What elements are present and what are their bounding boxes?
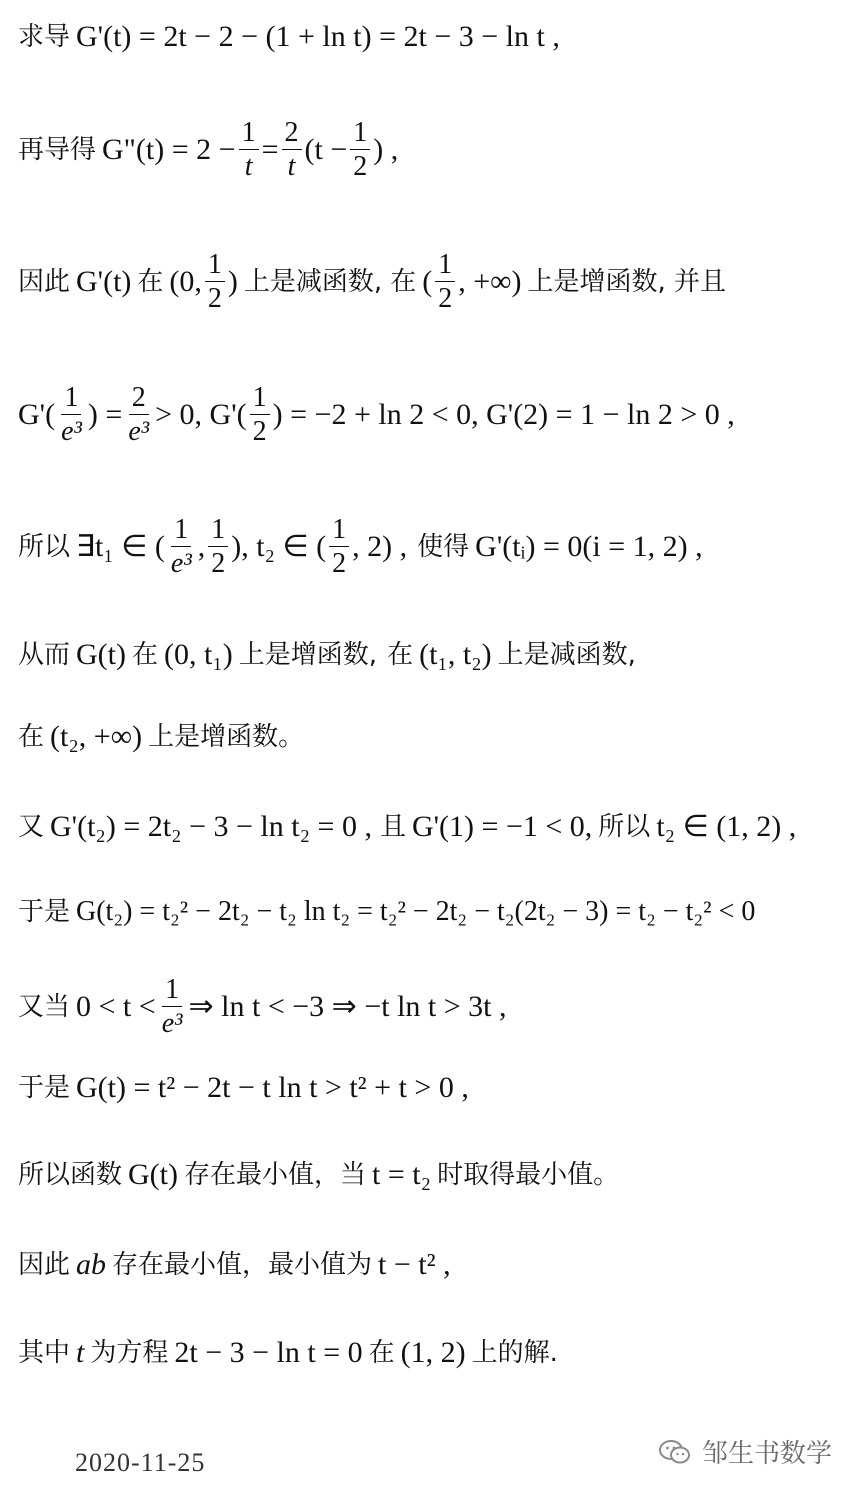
numerator: 1 bbox=[208, 515, 228, 547]
denominator: t bbox=[244, 151, 253, 183]
line-3 bbox=[18, 250, 726, 314]
formula: G'(t) = 2t − 2 − (1 + ln t) = 2t − 3 − ln t , bbox=[76, 20, 560, 53]
formula: ), t₂ ∈ ( bbox=[231, 529, 327, 563]
fraction bbox=[205, 250, 225, 314]
formula: (1, 2) bbox=[400, 1336, 466, 1369]
denominator: 2 bbox=[207, 283, 222, 315]
fraction bbox=[239, 118, 259, 182]
text: 再导得 bbox=[18, 134, 97, 165]
text: 在 bbox=[368, 1338, 395, 1368]
text: 为方程 bbox=[90, 1338, 169, 1368]
formula: ) , bbox=[373, 132, 399, 166]
denominator: e³ bbox=[128, 416, 150, 448]
formula: G(t) = t² − 2t − t ln t > t² + t > 0 , bbox=[76, 1071, 469, 1104]
formula: G"(t) = 2 − bbox=[102, 132, 236, 166]
line-2 bbox=[18, 118, 398, 182]
formula: G'(t₂) = 2t₂ − 3 − ln t₂ = 0 , bbox=[50, 810, 372, 843]
text: 上是增函数, 并且 bbox=[527, 266, 727, 297]
formula: > 0, G'( bbox=[155, 397, 247, 431]
line-12 bbox=[18, 1160, 619, 1190]
line-9 bbox=[18, 898, 755, 926]
text: 所以 bbox=[598, 812, 651, 842]
text: 因此 bbox=[18, 1250, 71, 1280]
fraction bbox=[58, 383, 85, 447]
formula: (0, t₁) bbox=[164, 638, 233, 671]
formula: ab bbox=[76, 1248, 107, 1281]
fraction bbox=[159, 975, 186, 1039]
denominator: 2 bbox=[438, 283, 453, 315]
fraction bbox=[208, 515, 228, 579]
formula: G'(t) bbox=[76, 264, 132, 298]
line-8 bbox=[18, 812, 796, 842]
text: 使得 bbox=[417, 531, 470, 562]
formula: ⇒ ln t < −3 ⇒ −t ln t > 3t , bbox=[188, 989, 507, 1023]
formula: G'( bbox=[18, 397, 56, 431]
numerator: 2 bbox=[282, 118, 302, 150]
text: 又 bbox=[18, 812, 45, 842]
formula: (t − bbox=[304, 132, 348, 166]
text: 所以 bbox=[18, 531, 71, 562]
numerator: 1 bbox=[205, 250, 225, 282]
line-5 bbox=[18, 515, 703, 579]
text: 存在最小值，最小值为 bbox=[112, 1250, 373, 1280]
numerator: 1 bbox=[162, 975, 182, 1007]
formula: ) bbox=[227, 264, 238, 298]
fraction bbox=[350, 118, 370, 182]
formula: , +∞) bbox=[458, 264, 522, 298]
denominator: e³ bbox=[170, 548, 192, 580]
fraction bbox=[282, 118, 302, 182]
fraction bbox=[125, 383, 152, 447]
text: 于是 bbox=[18, 1073, 71, 1103]
line-1 bbox=[18, 22, 560, 52]
text: 上是减函数, bbox=[497, 640, 636, 670]
numerator: 2 bbox=[129, 383, 149, 415]
text: 上的解. bbox=[471, 1338, 558, 1368]
formula: ( bbox=[422, 264, 433, 298]
text: 又当 bbox=[18, 991, 71, 1022]
denominator: 2 bbox=[353, 151, 368, 183]
formula: G(t) bbox=[128, 1158, 178, 1191]
formula: t = t₂ bbox=[372, 1158, 432, 1191]
text: 在 bbox=[137, 266, 164, 297]
text: 存在最小值，当 bbox=[184, 1160, 367, 1190]
line-14 bbox=[18, 1338, 558, 1368]
fraction bbox=[250, 383, 270, 447]
formula: = bbox=[261, 132, 279, 166]
line-13 bbox=[18, 1250, 451, 1280]
formula: 0 < t < bbox=[76, 989, 156, 1023]
publish-date: 2020-11-25 bbox=[75, 1448, 206, 1477]
text: 在 bbox=[132, 640, 159, 670]
denominator: 2 bbox=[332, 548, 347, 580]
formula: t − t² , bbox=[378, 1248, 451, 1281]
text: 在 bbox=[18, 722, 45, 752]
denominator: t bbox=[287, 151, 296, 183]
denominator: 2 bbox=[252, 416, 267, 448]
text: 在 bbox=[390, 266, 417, 297]
text: 所以函数 bbox=[18, 1160, 123, 1190]
line-6 bbox=[18, 640, 636, 670]
text: 求导 bbox=[18, 22, 71, 52]
formula: 2t − 3 − ln t = 0 bbox=[174, 1336, 363, 1369]
formula: G'(1) = −1 < 0, bbox=[411, 810, 593, 843]
text: 从而 bbox=[18, 640, 71, 670]
formula: t bbox=[76, 1336, 85, 1369]
line-11 bbox=[18, 1073, 469, 1103]
formula: , bbox=[197, 529, 206, 563]
text: 时取得最小值。 bbox=[437, 1160, 620, 1190]
denominator: 2 bbox=[211, 548, 226, 580]
watermark-text: 邹生书数学 bbox=[702, 1439, 833, 1469]
numerator: 1 bbox=[250, 383, 270, 415]
fraction bbox=[435, 250, 455, 314]
line-10 bbox=[18, 975, 507, 1039]
formula: (t₁, t₂) bbox=[419, 638, 492, 671]
formula: (t₂, +∞) bbox=[50, 720, 143, 753]
line-4 bbox=[18, 383, 735, 447]
formula: (0, bbox=[169, 264, 202, 298]
text: 上是减函数, bbox=[243, 266, 383, 297]
numerator: 1 bbox=[350, 118, 370, 150]
formula: G'(tᵢ) = 0(i = 1, 2) , bbox=[475, 529, 703, 563]
text: 上是增函数, bbox=[238, 640, 378, 670]
fraction bbox=[168, 515, 195, 579]
formula: ) = −2 + ln 2 < 0, G'(2) = 1 − ln 2 > 0 , bbox=[272, 397, 735, 431]
numerator: 1 bbox=[61, 383, 81, 415]
formula: ) = bbox=[87, 397, 123, 431]
wechat-icon bbox=[658, 1438, 692, 1466]
numerator: 1 bbox=[435, 250, 455, 282]
text: 在 bbox=[387, 640, 414, 670]
numerator: 1 bbox=[329, 515, 349, 547]
text: 于是 bbox=[18, 897, 71, 927]
line-7 bbox=[18, 722, 304, 752]
text: 其中 bbox=[18, 1338, 71, 1368]
denominator: e³ bbox=[161, 1008, 183, 1040]
text: 且 bbox=[379, 812, 406, 842]
formula: G(t₂) = t₂² − 2t₂ − t₂ ln t₂ = t₂² − 2t₂ − t₂(2t₂ − 3) = t₂ − t₂² < 0 bbox=[76, 896, 756, 927]
text: 上是增函数。 bbox=[148, 722, 305, 752]
denominator: e³ bbox=[61, 416, 82, 448]
account-watermark bbox=[658, 1433, 832, 1470]
formula: ∃t₁ ∈ ( bbox=[76, 529, 165, 563]
fraction bbox=[329, 515, 349, 579]
formula: , 2) , bbox=[352, 529, 408, 563]
numerator: 1 bbox=[239, 118, 259, 150]
formula: G(t) bbox=[76, 638, 126, 671]
formula: t₂ ∈ (1, 2) , bbox=[656, 810, 797, 843]
numerator: 1 bbox=[171, 515, 191, 547]
text: 因此 bbox=[18, 266, 71, 297]
